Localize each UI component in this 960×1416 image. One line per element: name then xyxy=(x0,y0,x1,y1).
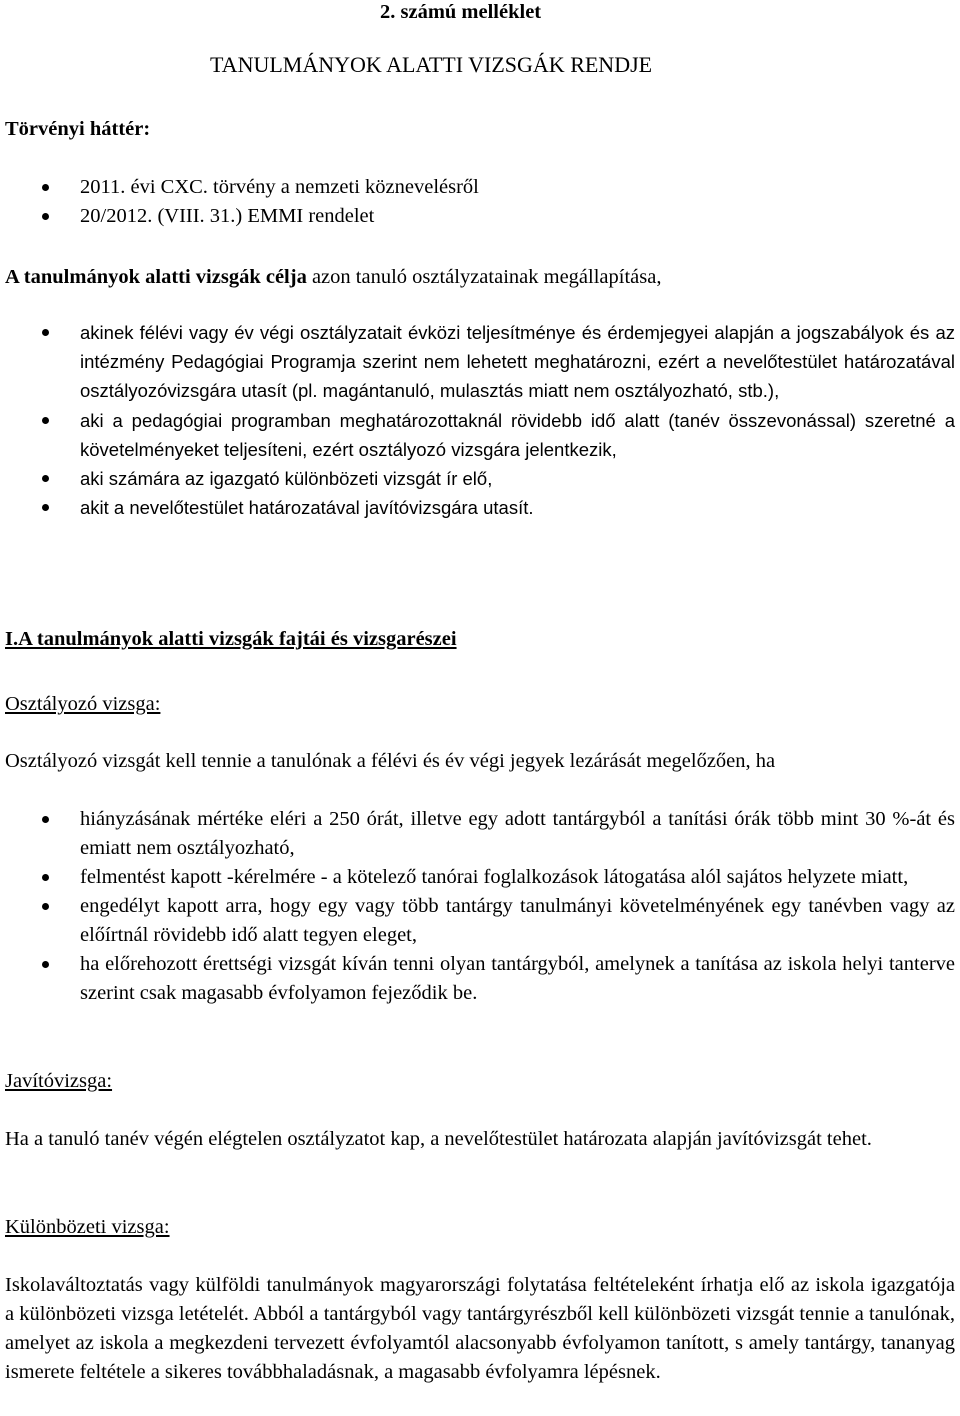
list-item xyxy=(0,493,960,522)
purpose-item-2: aki a pedagógiai programban meghatározottaknál rövidebb idő alatt (tanév összevonással) szeretné a követelményeket teljesíteni, ezért osztályozó vizsgára jelentkezik, xyxy=(80,409,955,460)
legal-item-2: 20/2012. (VIII. 31.) EMMI rendelet xyxy=(80,205,375,227)
classifying-heading: Osztályozó vizsga: xyxy=(5,693,161,715)
classifying-item-3: engedélyt kapott arra, hogy egy vagy több tantárgy tanulmányi követelményének egy tanévben vagy az előírtnál rövidebb idő alatt tegyen eleget, xyxy=(80,895,955,946)
purpose-item-3: aki számára az igazgató különbözeti vizsgát ír elő, xyxy=(80,468,493,490)
list-item xyxy=(0,318,960,406)
purpose-list xyxy=(0,318,960,522)
bullet-icon xyxy=(42,329,49,336)
classifying-list xyxy=(0,805,960,1008)
legal-item-1: 2011. évi CXC. törvény a nemzeti köznevelésről xyxy=(80,176,479,198)
list-item xyxy=(0,202,960,231)
purpose-item-4: akit a nevelőtestület határozatával javítóvizsgára utasít. xyxy=(80,497,534,519)
purpose-intro-rest: azon tanuló osztályzatainak megállapítása, xyxy=(306,266,662,288)
bullet-icon xyxy=(42,213,49,220)
list-item xyxy=(0,464,960,493)
list-item xyxy=(0,173,960,202)
legal-list xyxy=(0,173,960,231)
list-item xyxy=(0,863,960,892)
list-item xyxy=(0,950,960,1008)
legal-heading: Törvényi háttér: xyxy=(5,118,151,140)
list-item xyxy=(0,805,960,863)
repair-text: Ha a tanuló tanév végén elégtelen osztályzatot kap, a nevelőtestület határozata alapján javítóvizsgát tehet. xyxy=(5,1128,872,1150)
bullet-icon xyxy=(42,184,49,191)
bullet-icon xyxy=(42,417,49,424)
bullet-icon xyxy=(42,475,49,482)
bullet-icon xyxy=(42,961,49,968)
classifying-item-2: felmentést kapott -kérelmére - a kötelező tanórai foglalkozások látogatása alól sajátos helyzete miatt, xyxy=(80,866,909,888)
document-title: TANULMÁNYOK ALATTI VIZSGÁK RENDJE xyxy=(210,52,653,77)
annex-label: 2. számú melléklet xyxy=(380,1,542,23)
difference-text: Iskolaváltoztatás vagy külföldi tanulmányok magyarországi folytatása feltételeként írhatja elő az iskola igazgatója a különbözeti vizsga letételét. Abból a tantárgyból vagy tantárgyrészből kell különbözeti vizsgát tennie a tanulónak, amelyet az iskola a megkezdeni tervezett évfolyamtól alacsonyabb évfolyamon tanított, s amely tantárgy, tananyag ismerete feltétele a sikeres továbbhaladásnak, a magasabb évfolyamra lépésnek. xyxy=(5,1274,955,1383)
classifying-item-4: ha előrehozott érettségi vizsgát kíván tenni olyan tantárgyból, amelynek a tanítása az iskola helyi tanterve szerint csak magasabb évfolyamon fejeződik be. xyxy=(80,953,955,1004)
bullet-icon xyxy=(42,903,49,910)
bullet-icon xyxy=(42,504,49,511)
purpose-item-1: akinek félévi vagy év végi osztályzatait évközi teljesítménye és érdemjegyei alapján a jogszabályok és az intézmény Pedagógiai Programja szerint nem lehetett meghatározni, ezért a nevelőtestület határozatával osztályozóvizsgára utasít (pl. magántanuló, mulasztás miatt nem osztályozható, stb.), xyxy=(80,322,955,402)
bullet-icon xyxy=(42,816,49,823)
classifying-intro: Osztályozó vizsgát kell tennie a tanulónak a félévi és év végi jegyek lezárását megelőzően, ha xyxy=(5,750,776,772)
bullet-icon xyxy=(42,874,49,881)
purpose-intro-bold: A tanulmányok alatti vizsgák célja xyxy=(5,266,307,288)
section-heading: I.A tanulmányok alatti vizsgák fajtái és vizsgarészei xyxy=(5,628,457,650)
purpose-intro xyxy=(5,263,661,292)
list-item xyxy=(0,406,960,464)
repair-heading: Javítóvizsga: xyxy=(5,1070,113,1092)
classifying-item-1: hiányzásának mértéke eléri a 250 órát, illetve egy adott tantárgyból a tanítási órák több mint 30 %-át és emiatt nem osztályozható, xyxy=(80,808,955,859)
list-item xyxy=(0,892,960,950)
difference-heading: Különbözeti vizsga: xyxy=(5,1216,170,1238)
